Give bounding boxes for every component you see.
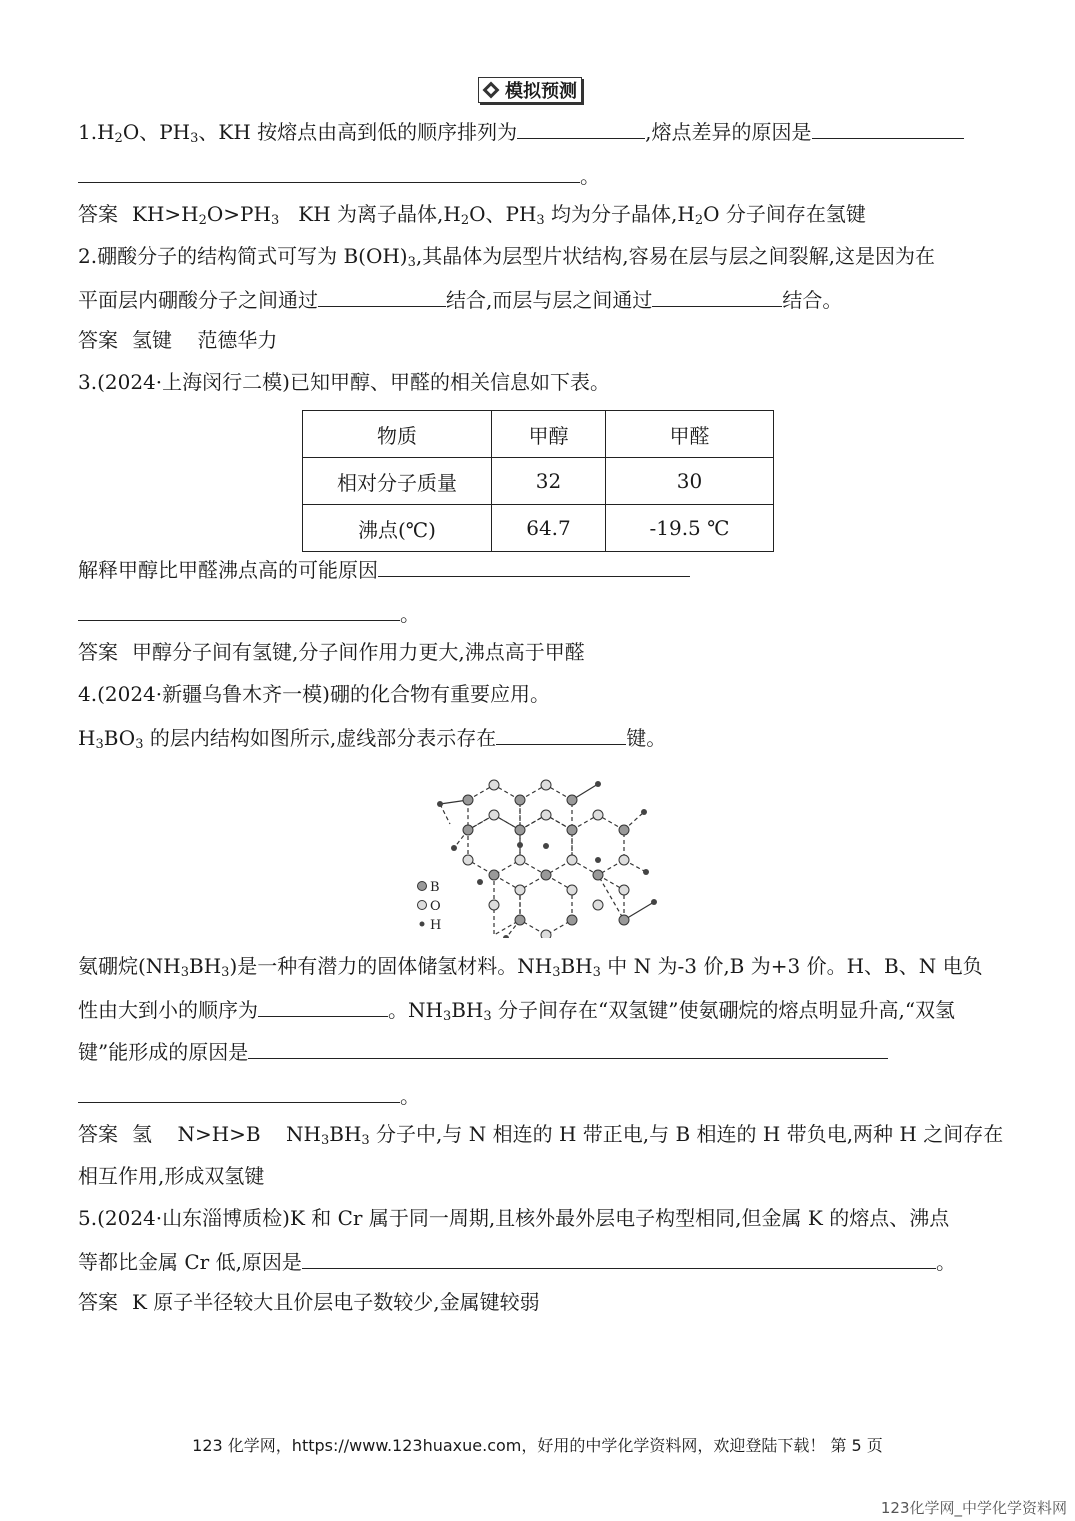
question-3: 3.(2024·上海闵行二模)已知甲醇、甲醛的相关信息如下表。 [78,370,610,394]
boric-acid-structure-diagram [410,762,670,938]
answer-4-cont: 相互作用,形成双氢键 [78,1164,265,1188]
table-cell: 30 [606,458,774,505]
table-row [303,505,774,552]
table-cell: 沸点(℃) [303,505,492,552]
answer-4: 答案 氢 N>H>B $NH_3BH_3$ 分子中,与 N 相连的 H 带正电,与 B 相连的 H 带负电,两种 H 之间存在 [78,1122,1004,1148]
table-header: 甲醛 [606,411,774,458]
answer-blank[interactable] [302,1246,936,1269]
legend-label: H [430,918,442,933]
table-header: 物质 [303,411,492,458]
table-header: 甲醇 [492,411,606,458]
answer-blank[interactable] [517,116,645,139]
question-1-cont: 。 [78,160,600,190]
table-cell: 相对分子质量 [303,458,492,505]
question-2-cont: 平面层内硼酸分子之间通过 结合,而层与层之间通过 结合。 [78,284,842,314]
section-title: 模拟预测 [505,81,577,102]
question-1: $1.H_2O$、$PH_3$、KH 按熔点由高到低的顺序排列为 ,熔点差异的原因是 [78,116,964,146]
watermark: 123化学网_中学化学资料网 [880,1499,1067,1517]
atoms [463,780,629,938]
question-3-ask: 解释甲醇比甲醛沸点高的可能原因 [78,554,690,584]
answer-blank[interactable] [78,598,400,621]
answer-blank[interactable] [652,284,782,307]
question-4-line2: $H_3BO_3$ 的层内结构如图所示,虚线部分表示存在 键。 [78,722,666,752]
section-header [478,77,582,103]
question-4: 4.(2024·新疆乌鲁木齐一模)硼的化合物有重要应用。 [78,682,550,706]
answer-3: 答案 甲醇分子间有氢键,分子间作用力更大,沸点高于甲醛 [78,640,585,664]
table-cell: 32 [492,458,606,505]
question-4-ammonia-borane: 氨硼烷$(NH_3BH_3)$是一种有潜力的固体储氢材料。$NH_3BH_3$ 中 N 为-3 价,B 为+3 价。H、B、N 电负 [78,954,983,980]
answer-blank[interactable] [78,160,580,183]
answer-2: 答案 氢键 范德华力 [78,328,278,352]
answer-blank[interactable] [78,1080,400,1103]
table-cell: -19.5 ℃ [606,505,774,552]
page-footer: 123 化学网，https://www.123huaxue.com，好用的中学化学资料网，欢迎登陆下载！ 第 5 页 [192,1436,883,1455]
answer-blank[interactable] [318,284,446,307]
question-5: 5.(2024·山东淄博质检)K 和 Cr 属于同一周期,且核外最外层电子构型相同,但金属 K 的熔点、沸点 [78,1206,950,1230]
answer-1: 答案 $KH>H_2O>PH_3$ KH 为离子晶体$,H_2O$、$PH_3$ 均为分子晶体$,H_2O$ 分子间存在氢键 [78,202,866,228]
answer-blank[interactable] [812,116,964,139]
answer-blank[interactable] [258,994,388,1017]
table-header-row [303,411,774,458]
answer-5: 答案 K 原子半径较大且价层电子数较少,金属键较弱 [78,1290,540,1314]
figure-legend [418,880,442,933]
question-2: 2.硼酸分子的结构简式可写为 $B(OH)_3$,其晶体为层型片状结构,容易在层与层之间裂解,这是因为在 [78,244,935,270]
question-3-cont: 。 [78,598,420,628]
question-4-line6: 。 [78,1080,420,1110]
legend-label: B [430,880,440,895]
question-5-cont: 等都比金属 Cr 低,原因是 。 [78,1246,956,1276]
answer-blank[interactable] [496,722,626,745]
diamond-icon [481,80,501,100]
table-cell: 64.7 [492,505,606,552]
table-row [303,458,774,505]
question-4-line5: 键”能形成的原因是 [78,1036,888,1066]
properties-table [302,410,774,552]
answer-blank[interactable] [378,554,690,577]
answer-blank[interactable] [248,1036,888,1059]
question-4-line4: 性由大到小的顺序为 。$NH_3BH_3$ 分子间存在“双氢键”使氨硼烷的熔点明显升高,“双氢 [78,994,955,1024]
legend-label: O [430,899,441,914]
